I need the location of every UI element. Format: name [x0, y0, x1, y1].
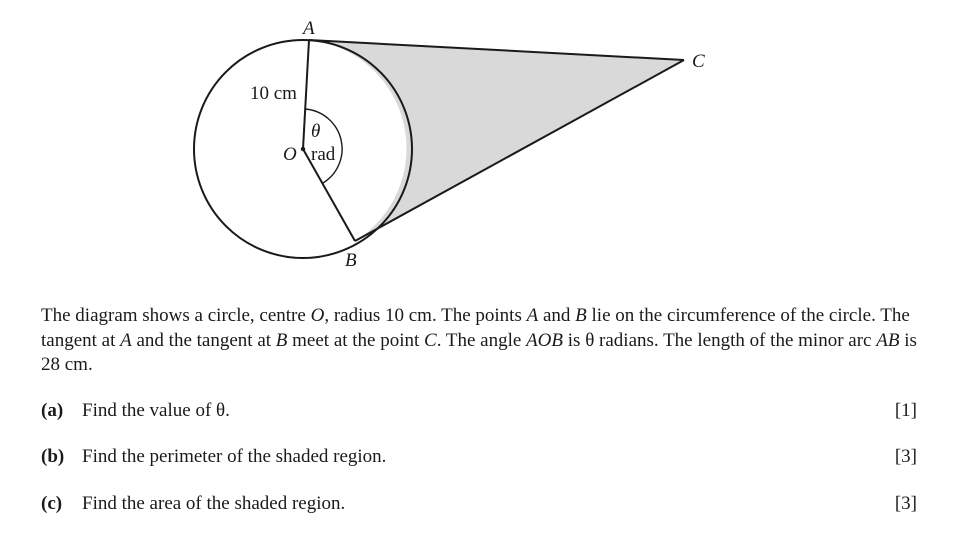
label-rad: rad [311, 144, 336, 165]
label-theta: θ [311, 121, 321, 142]
label-c: C [692, 51, 705, 72]
shaded-region [309, 40, 684, 241]
label-radius: 10 cm [250, 83, 297, 104]
question-b [41, 443, 917, 471]
label-b: B [345, 250, 357, 271]
question-c-marks: [3] [894, 493, 917, 514]
question-c-text: Find the area of the shaded region. [82, 493, 346, 514]
question-b-marks: [3] [894, 446, 917, 467]
question-a-letter: (a) [41, 400, 64, 421]
problem-statement: The diagram shows a circle, centre O, radius 10 cm. The points A and B lie on the circumference of the circle. The tangent at A and the tangent at B meet at the point C. The angle AOB is θ radians. The length of the minor arc AB is 28 cm. [41, 305, 917, 375]
question-b-text: Find the perimeter of the shaded region. [82, 446, 387, 467]
label-o: O [283, 144, 297, 165]
question-a [41, 397, 917, 425]
radius-oa [303, 40, 309, 149]
question-c [41, 490, 917, 518]
question-a-text: Find the value of θ. [82, 400, 230, 421]
question-a-marks: [1] [894, 400, 917, 421]
question-b-letter: (b) [41, 446, 65, 467]
centre-point [301, 147, 305, 151]
question-c-letter: (c) [41, 493, 63, 514]
label-a: A [303, 18, 315, 39]
